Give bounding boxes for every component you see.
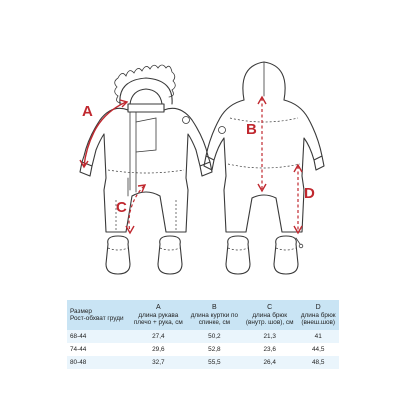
table-row: 74-44 29,6 52,8 23,6 44,5 bbox=[70, 345, 325, 353]
size-table bbox=[67, 300, 339, 369]
chest-flap bbox=[136, 118, 156, 152]
table-row: 80-48 32,7 55,5 26,4 48,5 bbox=[67, 356, 339, 369]
back-bootie-left bbox=[226, 236, 250, 274]
front-bootie-right bbox=[158, 236, 182, 274]
label-b: B bbox=[246, 121, 257, 138]
front-view-jumpsuit bbox=[80, 65, 212, 232]
hood bbox=[120, 78, 172, 104]
front-bootie-left bbox=[106, 236, 130, 274]
label-a: A bbox=[82, 103, 93, 120]
header-col-d: D длина брюк (внеш.шов) bbox=[297, 300, 339, 330]
header-col-b: B длина куртки по спинке, см bbox=[187, 300, 242, 330]
front-booties bbox=[106, 236, 182, 274]
table-header-row bbox=[67, 300, 339, 330]
header-col-a: A длина рукава плечо + рука, см bbox=[130, 300, 187, 330]
label-d: D bbox=[304, 185, 315, 202]
back-waist-seam bbox=[228, 164, 300, 168]
collar bbox=[128, 104, 164, 112]
measure-c-arrow-bottom bbox=[126, 226, 134, 233]
hood-inner bbox=[130, 89, 162, 104]
back-yoke bbox=[230, 118, 298, 122]
back-booties bbox=[226, 236, 303, 274]
back-view-jumpsuit bbox=[204, 62, 324, 232]
waist-seam bbox=[108, 170, 184, 173]
header-col-c: C длина брюк (внутр. шов), см bbox=[242, 300, 297, 330]
back-body-outline bbox=[206, 100, 322, 232]
header-size: Размер Рост-обхват груди bbox=[67, 300, 130, 330]
back-bootie-right bbox=[274, 236, 298, 274]
sleeve-badge bbox=[183, 117, 190, 124]
table-row: 68-44 27,4 50,2 21,3 41 bbox=[67, 330, 339, 343]
front-body-outline bbox=[82, 108, 210, 232]
label-c: C bbox=[116, 199, 127, 216]
toggle-icon bbox=[299, 244, 303, 248]
hood-fur-trim bbox=[115, 65, 176, 103]
back-sleeve-badge bbox=[219, 127, 226, 134]
